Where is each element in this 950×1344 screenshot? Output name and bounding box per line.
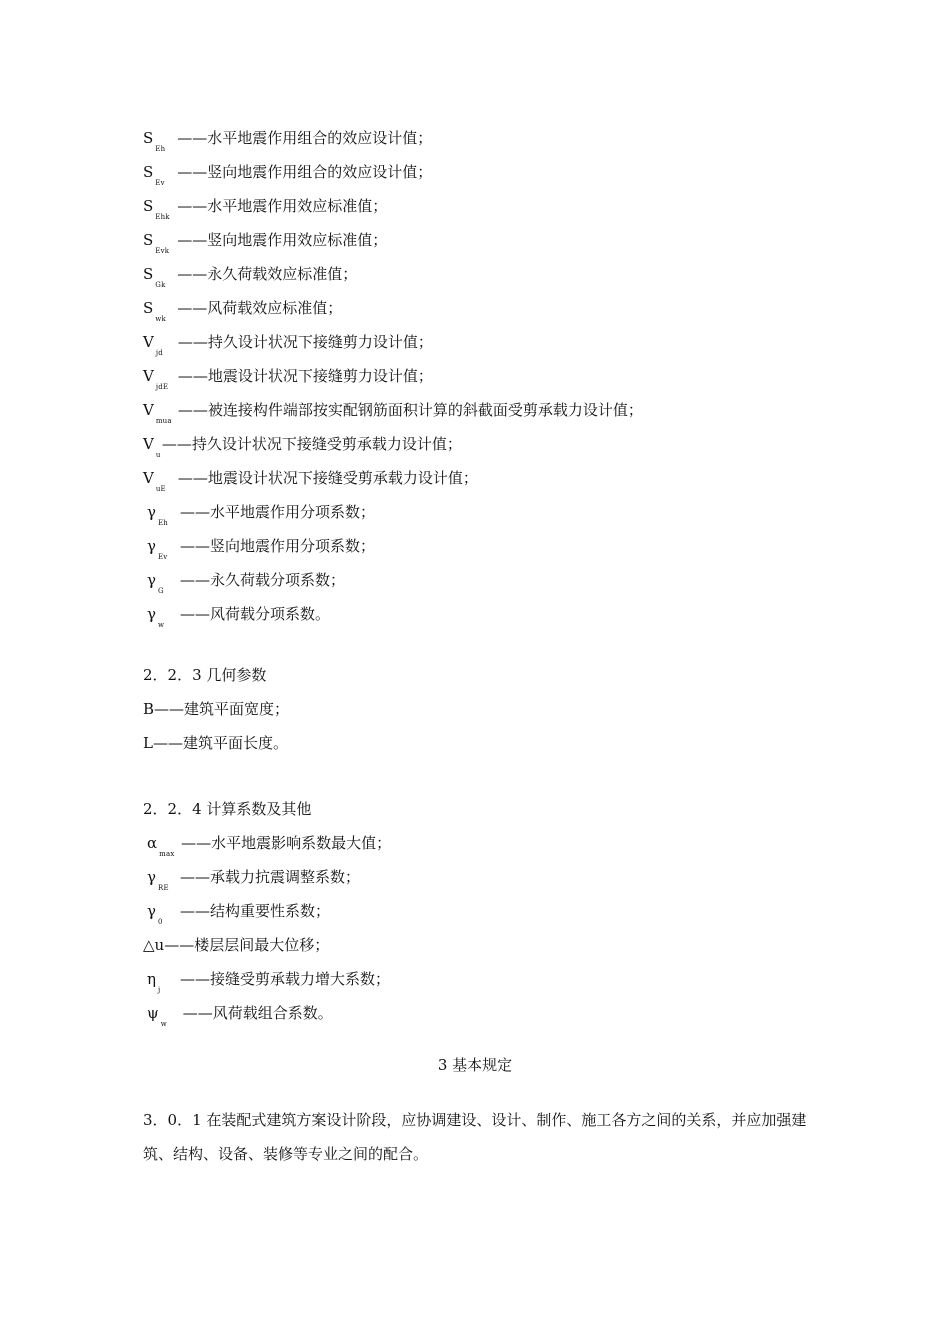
symbol: V: [143, 333, 154, 351]
symbol-description: ——水平地震作用组合的效应设计值；: [177, 129, 433, 147]
symbol-line: [147, 536, 375, 559]
symbol-line: [143, 366, 433, 389]
symbol-line: [143, 128, 432, 151]
symbol: S: [143, 163, 154, 181]
symbol: η: [147, 970, 156, 988]
symbol: γ: [147, 902, 156, 920]
symbol: S: [143, 129, 154, 147]
symbol: V: [143, 435, 154, 453]
symbol-description: ——永久荷载分项系数；: [179, 571, 345, 589]
symbol: γ: [147, 503, 156, 521]
symbol-subscript: jd: [155, 349, 163, 357]
symbol: S: [143, 231, 154, 249]
symbol-description: ——持久设计状况下接缝受剪承载力设计值；: [161, 435, 462, 453]
symbol-description: ——风荷载分项系数。: [179, 605, 330, 623]
symbol: S: [143, 299, 154, 317]
symbol-line: [147, 502, 375, 525]
symbol-subscript: w: [157, 621, 165, 629]
symbol-line: [143, 400, 643, 423]
symbol-subscript: Eh: [155, 145, 166, 153]
symbol: S: [143, 197, 154, 215]
symbol-line: [143, 162, 432, 185]
symbol-subscript: uE: [155, 485, 166, 493]
symbol-description: ——水平地震影响系数最大值；: [181, 834, 392, 852]
symbol-subscript: Evk: [155, 247, 170, 255]
symbol: γ: [147, 571, 156, 589]
symbol-line: [143, 196, 387, 219]
symbol-line: [143, 332, 433, 355]
symbol-line: [147, 570, 345, 593]
symbol: △u: [143, 936, 165, 954]
chapter-title: 3 基本规定: [437, 1056, 513, 1074]
symbol-description: ——风荷载组合系数。: [182, 1004, 333, 1022]
symbol-line: [147, 969, 390, 992]
symbol-line: [143, 935, 329, 955]
symbol-subscript: j: [158, 986, 161, 994]
symbol-description: ——竖向地震作用组合的效应设计值；: [177, 163, 433, 181]
symbol-line: [143, 434, 462, 457]
symbol-line: [147, 1003, 333, 1026]
symbol-description: ——地震设计状况下接缝剪力设计值；: [177, 367, 433, 385]
symbol-subscript: Ev: [155, 179, 165, 187]
symbol-subscript: wk: [155, 315, 166, 323]
symbol: γ: [147, 537, 156, 555]
symbol: S: [143, 265, 154, 283]
symbol-subscript: 0: [157, 918, 163, 926]
symbol: ψ: [147, 1004, 159, 1022]
symbol-subscript: u: [155, 451, 161, 459]
symbol-subscript: Ev: [157, 553, 168, 561]
symbol-line: [143, 298, 342, 321]
symbol-subscript: RE: [157, 884, 169, 892]
list-item: B——建筑平面宽度；: [143, 700, 290, 718]
list-item: L——建筑平面长度。: [143, 734, 288, 752]
symbol-line: [147, 604, 330, 627]
symbol: α: [147, 834, 158, 852]
symbol-line: [147, 833, 391, 856]
symbol: γ: [147, 868, 156, 886]
section-heading-coefficients: 2．2．4 计算系数及其他: [143, 800, 312, 818]
symbol-description: ——永久荷载效应标准值；: [177, 265, 358, 283]
symbol-line: [147, 901, 330, 924]
symbol-description: ——被连接构件端部按实配钢筋面积计算的斜截面受剪承载力设计值；: [177, 401, 643, 419]
symbol-description: ——承载力抗震调整系数；: [179, 868, 360, 886]
symbol-line: [143, 468, 478, 491]
symbol-subscript: Eh: [157, 519, 168, 527]
symbol-subscript: Ehk: [155, 213, 170, 221]
symbol-description: ——水平地震作用分项系数；: [179, 503, 375, 521]
symbol-line: [143, 230, 387, 253]
symbol-description: ——持久设计状况下接缝剪力设计值；: [177, 333, 433, 351]
symbol: γ: [147, 605, 156, 623]
symbol-subscript: max: [159, 850, 175, 858]
symbol-description: ——结构重要性系数；: [179, 902, 330, 920]
symbol: V: [143, 401, 154, 419]
symbol-description: ——地震设计状况下接缝受剪承载力设计值；: [177, 469, 478, 487]
symbol-description: ——风荷载效应标准值；: [177, 299, 343, 317]
symbol-description: ——接缝受剪承载力增大系数；: [180, 970, 391, 988]
symbol-subscript: w: [160, 1020, 167, 1028]
symbol-subscript: jdE: [155, 383, 169, 391]
section-heading-geometry: 2．2．3 几何参数: [143, 666, 267, 684]
symbol-line: [143, 264, 357, 287]
symbol-subscript: Gk: [155, 281, 166, 289]
symbol: V: [143, 469, 154, 487]
symbol-subscript: G: [157, 587, 164, 595]
symbol-description: ——楼层层间最大位移；: [164, 936, 330, 954]
symbol-description: ——竖向地震作用效应标准值；: [177, 231, 388, 249]
symbol-description: ——竖向地震作用分项系数；: [179, 537, 375, 555]
symbol-line: [147, 867, 360, 890]
symbol: V: [143, 367, 154, 385]
symbol-description: ——水平地震作用效应标准值；: [177, 197, 388, 215]
paragraph-3-0-1: 3．0．1 在装配式建筑方案设计阶段，应协调建设、设计、制作、施工各方之间的关系，并应加强建筑、结构、设备、装修等专业之间的配合。: [143, 1111, 807, 1163]
symbol-subscript: mua: [155, 417, 172, 425]
